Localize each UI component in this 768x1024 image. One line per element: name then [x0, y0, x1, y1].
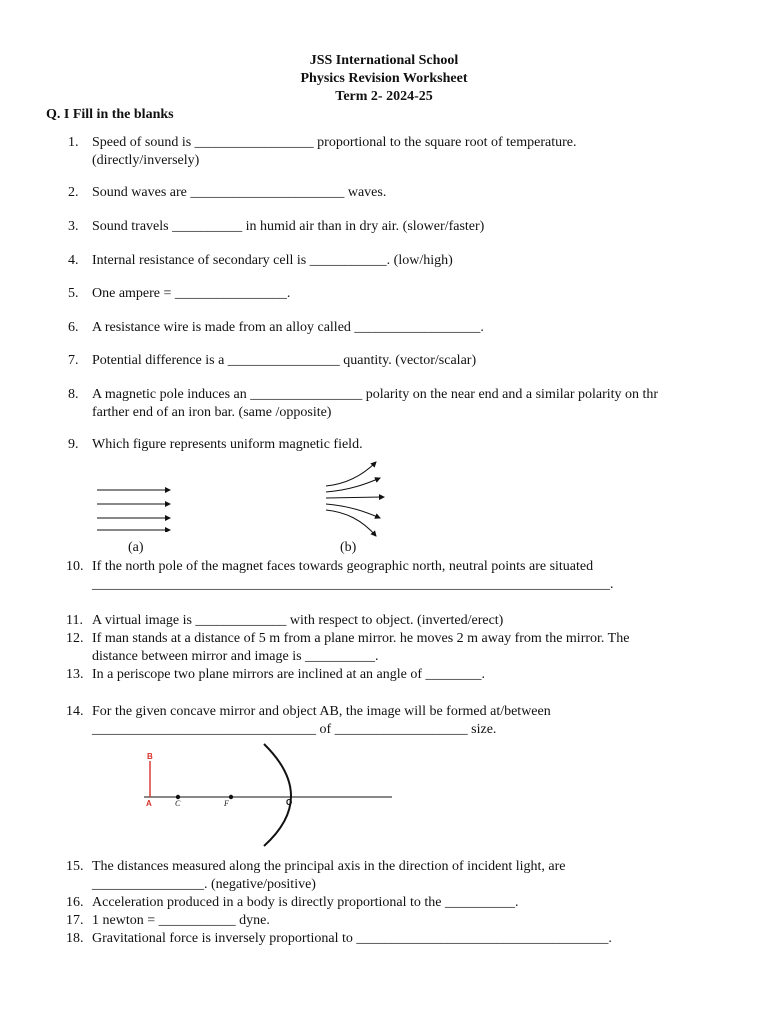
- question-18: [66, 930, 732, 948]
- label-b: B: [147, 752, 153, 761]
- question-text: The distances measured along the principal axis in the direction of incident light, are: [92, 859, 566, 874]
- question-number: 15.: [66, 859, 84, 874]
- question-number: 4.: [68, 253, 79, 268]
- question-text: Internal resistance of secondary cell is ___________. (low/high): [92, 253, 453, 268]
- question-text: Sound waves are ______________________ waves.: [92, 185, 387, 200]
- question-2: [68, 184, 732, 202]
- question-13: [66, 666, 732, 684]
- question-text: If the north pole of the magnet faces towards geographic north, neutral points are situated: [92, 559, 594, 574]
- question-text: A resistance wire is made from an alloy called __________________.: [92, 320, 484, 335]
- question-text: (directly/inversely): [92, 153, 200, 168]
- question-number: 9.: [68, 437, 79, 452]
- concave-mirror: [264, 744, 291, 846]
- question-number: 10.: [66, 559, 84, 574]
- question-number: 7.: [68, 353, 79, 368]
- school-name: JSS International School: [309, 53, 459, 68]
- term-label: Term 2- 2024-25: [335, 89, 433, 104]
- question-text: A virtual image is _____________ with respect to object. (inverted/erect): [92, 613, 504, 628]
- question-text: ________________________________ of ___________________ size.: [92, 722, 497, 737]
- question-number: 13.: [66, 667, 84, 682]
- question-text: Potential difference is a ________________ quantity. (vector/scalar): [92, 353, 477, 368]
- question-text: farther end of an iron bar. (same /opposite): [92, 405, 332, 420]
- question-11: [66, 612, 732, 630]
- figure-a-label: (a): [128, 540, 144, 555]
- label-a: A: [146, 799, 152, 808]
- question-number: 14.: [66, 704, 84, 719]
- question-16: [66, 894, 732, 912]
- question-number: 3.: [68, 219, 79, 234]
- worksheet-title: Physics Revision Worksheet: [300, 71, 468, 86]
- question-text: Speed of sound is _________________ proportional to the square root of temperature.: [92, 135, 577, 150]
- question-text: Acceleration produced in a body is directly proportional to the __________.: [92, 895, 519, 910]
- question-8: [68, 386, 732, 422]
- question-number: 6.: [68, 320, 79, 335]
- label-c: C: [175, 799, 181, 808]
- question-7: [68, 352, 732, 370]
- question-number: 5.: [68, 286, 79, 301]
- question-1: [68, 134, 732, 170]
- question-number: 8.: [68, 387, 79, 402]
- question-number: 1.: [68, 135, 79, 150]
- question-number: 12.: [66, 631, 84, 646]
- question-text: A magnetic pole induces an ________________ polarity on the near end and a similar polarity on thr: [92, 387, 659, 402]
- question-text: For the given concave mirror and object AB, the image will be formed at/between: [92, 704, 551, 719]
- question-number: 16.: [66, 895, 84, 910]
- question-9: [68, 436, 732, 454]
- question-text: Which figure represents uniform magnetic field.: [92, 437, 363, 452]
- question-12: [66, 630, 732, 666]
- question-number: 17.: [66, 913, 84, 928]
- question-17: [66, 912, 732, 930]
- question-text: ________________. (negative/positive): [92, 877, 316, 892]
- question-text: In a periscope two plane mirrors are inclined at an angle of ________.: [92, 667, 486, 682]
- question-5: [68, 285, 732, 303]
- question-text: distance between mirror and image is __________.: [92, 649, 379, 664]
- question-text: One ampere = ________________.: [92, 286, 291, 301]
- uniform-field-figure: [94, 482, 178, 532]
- question-10: [66, 558, 732, 594]
- section-title: Q. I Fill in the blanks: [46, 107, 174, 122]
- label-f: F: [224, 799, 229, 808]
- diverging-field-figure: [322, 458, 388, 540]
- question-text: Sound travels __________ in humid air than in dry air. (slower/faster): [92, 219, 485, 234]
- question-number: 2.: [68, 185, 79, 200]
- question-6: [68, 319, 732, 337]
- question-text: If man stands at a distance of 5 m from a plane mirror. he moves 2 m away from the mirror. The: [92, 631, 630, 646]
- field-line: [326, 497, 384, 498]
- question-3: [68, 218, 732, 236]
- question-14: [66, 703, 732, 739]
- question-text: 1 newton = ___________ dyne.: [92, 913, 270, 928]
- concave-mirror-figure: [138, 742, 398, 848]
- question-text: __________________________________________________________________________.: [92, 577, 614, 592]
- question-number: 11.: [66, 613, 83, 628]
- question-4: [68, 252, 732, 270]
- question-text: Gravitational force is inversely proportional to ____________________________________.: [92, 931, 612, 946]
- figure-b-label: (b): [340, 540, 357, 555]
- question-15: [66, 858, 732, 894]
- point-f: [229, 795, 233, 799]
- label-o: O: [286, 798, 293, 807]
- question-number: 18.: [66, 931, 84, 946]
